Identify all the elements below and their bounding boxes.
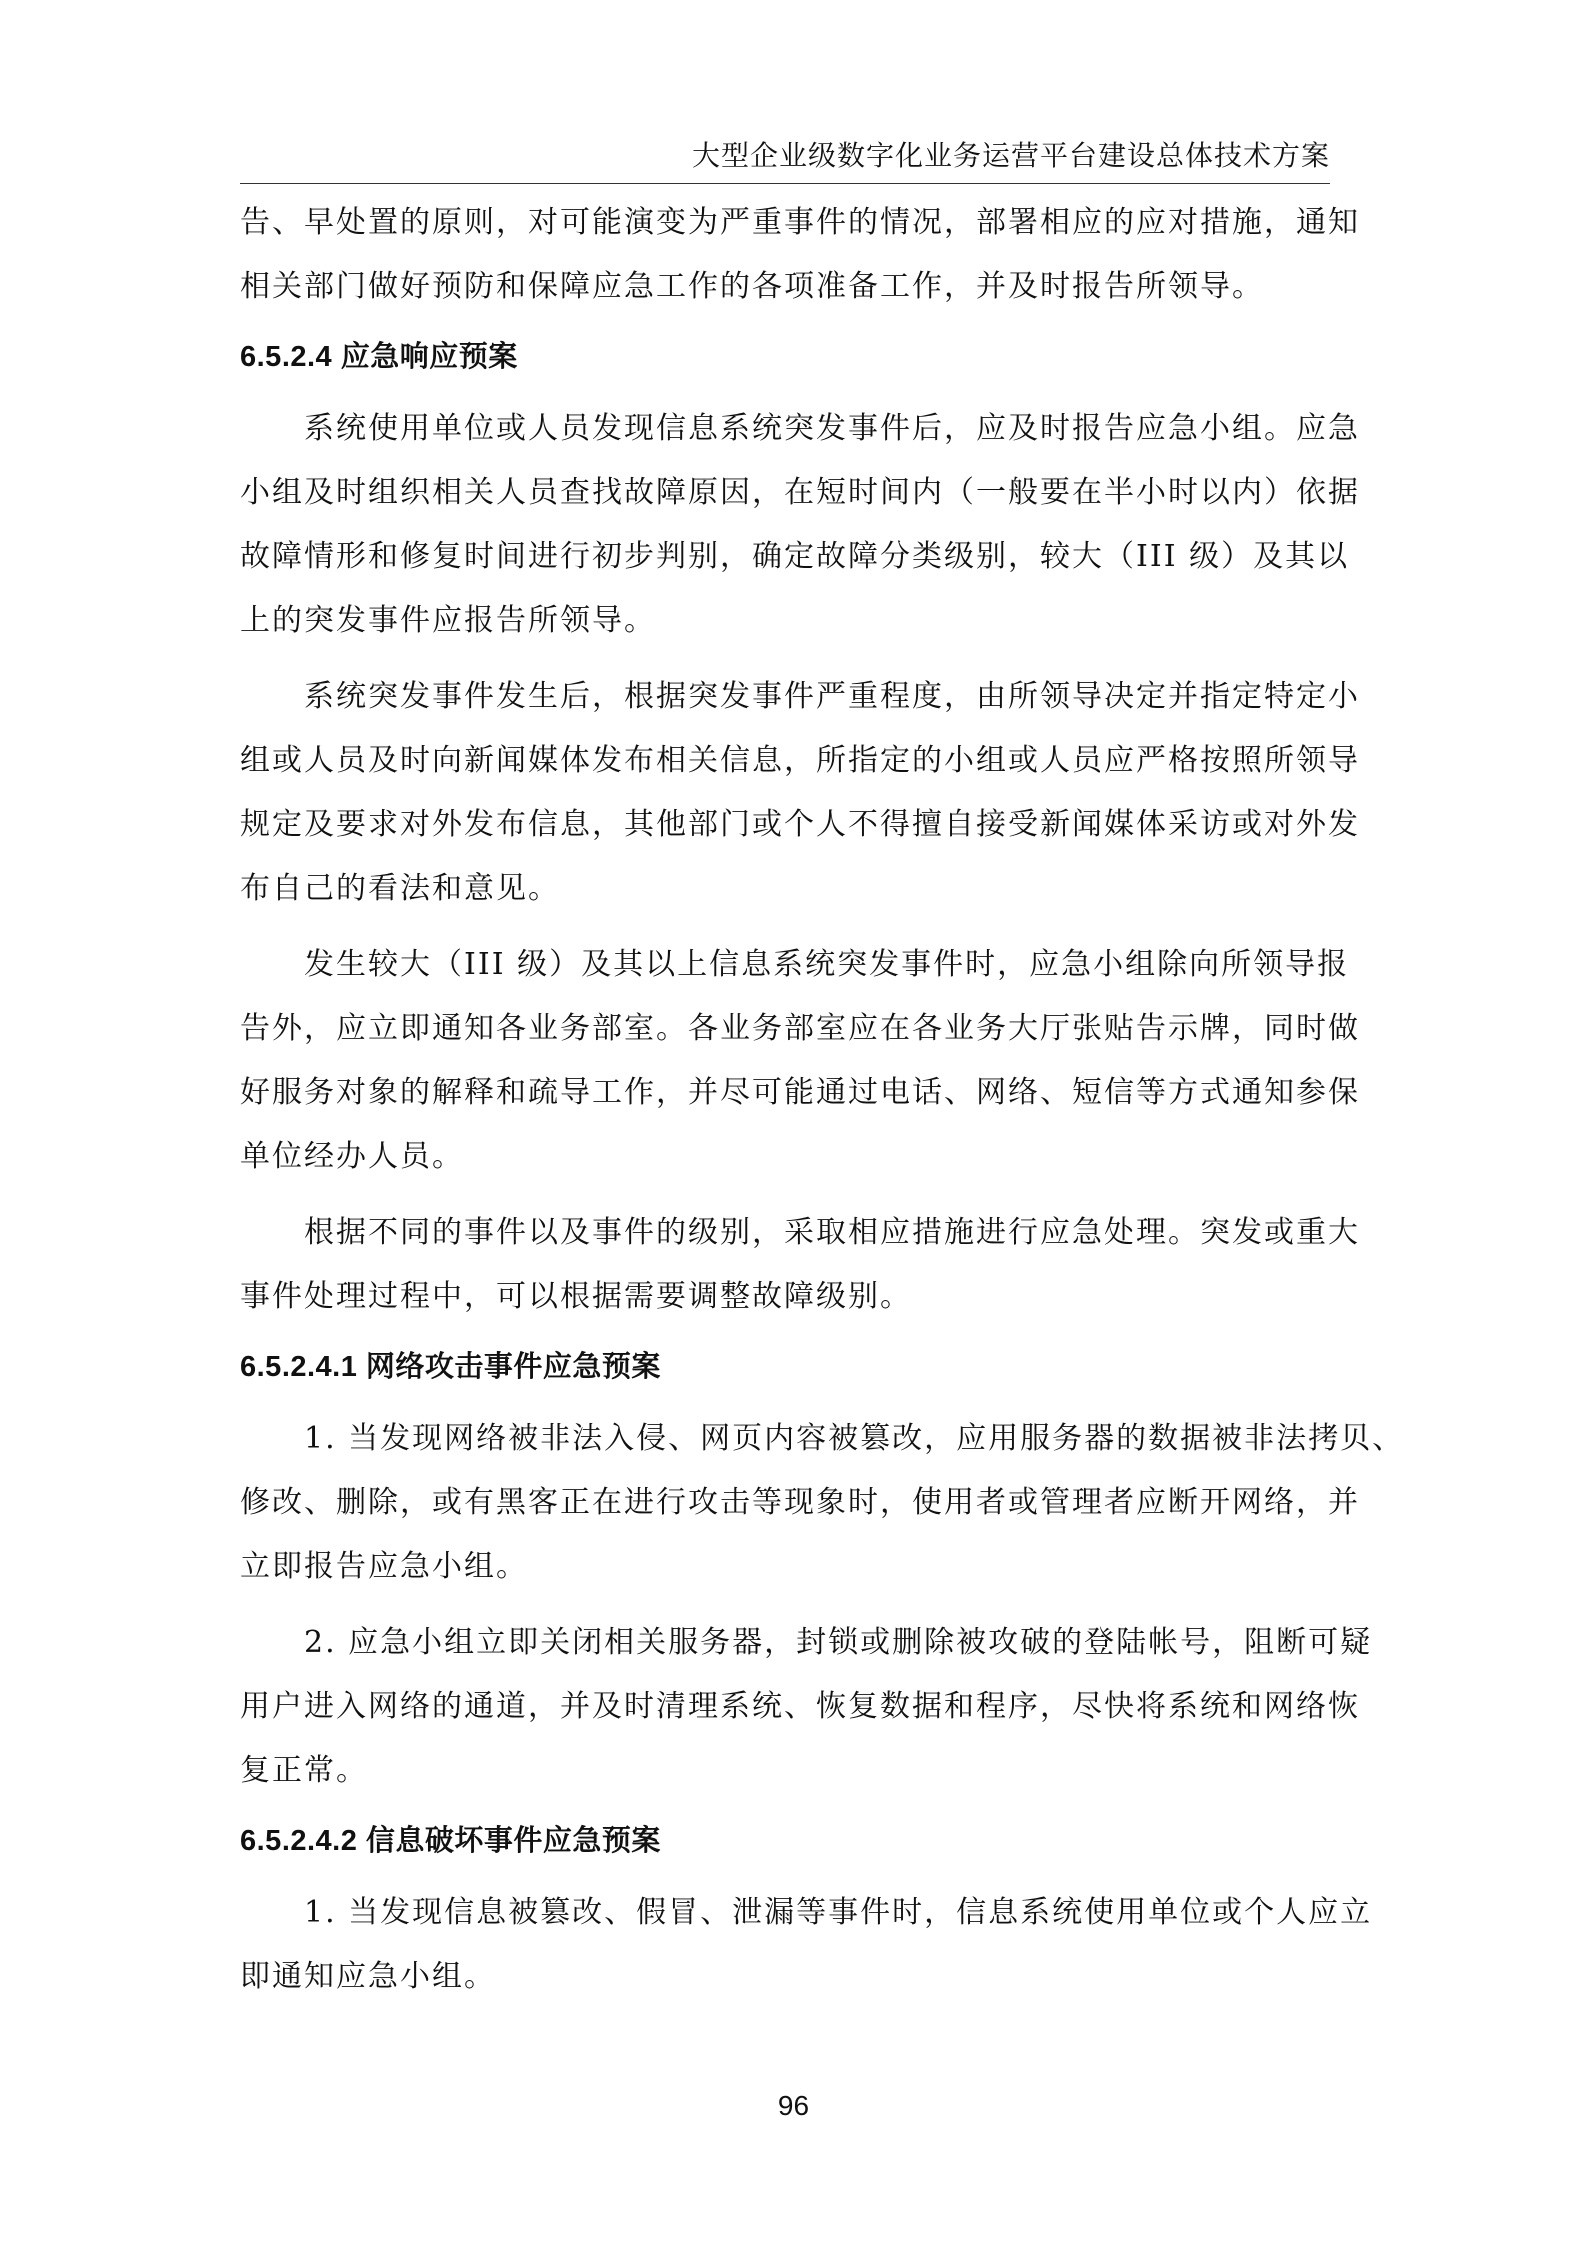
paragraph-network-attack-step-1 (240, 1407, 1405, 1599)
text-line: 故障情形和修复时间进行初步判别，确定故障分类级别，较大（III 级）及其以 (240, 539, 1350, 574)
text-line: 小组及时组织相关人员查找故障原因，在短时间内（一般要在半小时以内）依据 (240, 475, 1360, 510)
text-line: 告、早处置的原则，对可能演变为严重事件的情况，部署相应的应对措施，通知 (240, 205, 1360, 240)
text-line: 2. 应急小组立即关闭相关服务器，封锁或删除被攻破的登陆帐号，阻断可疑 (304, 1625, 1373, 1660)
section-heading-6-5-2-4-1: 6.5.2.4.1 网络攻击事件应急预案 (240, 1351, 661, 1383)
intro-paragraph (240, 191, 1360, 319)
text-line: 规定及要求对外发布信息，其他部门或个人不得擅自接受新闻媒体采访或对外发 (240, 807, 1360, 842)
text-line: 根据不同的事件以及事件的级别，采取相应措施进行应急处理。突发或重大 (304, 1215, 1360, 1250)
section-heading-6-5-2-4: 6.5.2.4 应急响应预案 (240, 341, 518, 373)
running-header: 大型企业级数字化业务运营平台建设总体技术方案 (691, 139, 1330, 172)
text-line: 即通知应急小组。 (240, 1959, 496, 1994)
paragraph-response-measures (240, 1201, 1360, 1329)
paragraph-department-notice (240, 933, 1360, 1189)
text-line: 系统使用单位或人员发现信息系统突发事件后，应及时报告应急小组。应急 (304, 411, 1360, 446)
text-line: 上的突发事件应报告所领导。 (240, 603, 656, 638)
text-line: 好服务对象的解释和疏导工作，并尽可能通过电话、网络、短信等方式通知参保 (240, 1075, 1360, 1110)
text-line: 告外，应立即通知各业务部室。各业务部室应在各业务大厅张贴告示牌，同时做 (240, 1011, 1360, 1046)
body-content (240, 191, 1405, 2009)
text-line: 组或人员及时向新闻媒体发布相关信息，所指定的小组或人员应严格按照所领导 (240, 743, 1360, 778)
text-line: 发生较大（III 级）及其以上信息系统突发事件时，应急小组除向所领导报 (304, 947, 1350, 982)
text-line: 事件处理过程中，可以根据需要调整故障级别。 (240, 1279, 912, 1314)
text-line: 单位经办人员。 (240, 1139, 464, 1174)
paragraph-report-procedure (240, 397, 1360, 653)
text-line: 布自己的看法和意见。 (240, 871, 560, 906)
text-line: 修改、删除，或有黑客正在进行攻击等现象时，使用者或管理者应断开网络，并 (240, 1485, 1360, 1520)
text-line: 立即报告应急小组。 (240, 1549, 528, 1584)
text-line: 系统突发事件发生后，根据突发事件严重程度，由所领导决定并指定特定小 (304, 679, 1360, 714)
paragraph-network-attack-step-2 (240, 1611, 1373, 1803)
header-rule (240, 183, 1330, 184)
text-line: 相关部门做好预防和保障应急工作的各项准备工作，并及时报告所领导。 (240, 269, 1264, 304)
paragraph-media-release (240, 665, 1360, 921)
section-heading-6-5-2-4-2: 6.5.2.4.2 信息破坏事件应急预案 (240, 1825, 661, 1857)
paragraph-info-damage-step-1 (240, 1881, 1373, 2009)
text-line: 1. 当发现网络被非法入侵、网页内容被篡改，应用服务器的数据被非法拷贝、 (304, 1421, 1405, 1456)
page-number: 96 (777, 2090, 810, 2121)
text-line: 复正常。 (240, 1753, 368, 1788)
text-line: 1. 当发现信息被篡改、假冒、泄漏等事件时，信息系统使用单位或个人应立 (304, 1895, 1373, 1930)
text-line: 用户进入网络的通道，并及时清理系统、恢复数据和程序，尽快将系统和网络恢 (240, 1689, 1360, 1724)
